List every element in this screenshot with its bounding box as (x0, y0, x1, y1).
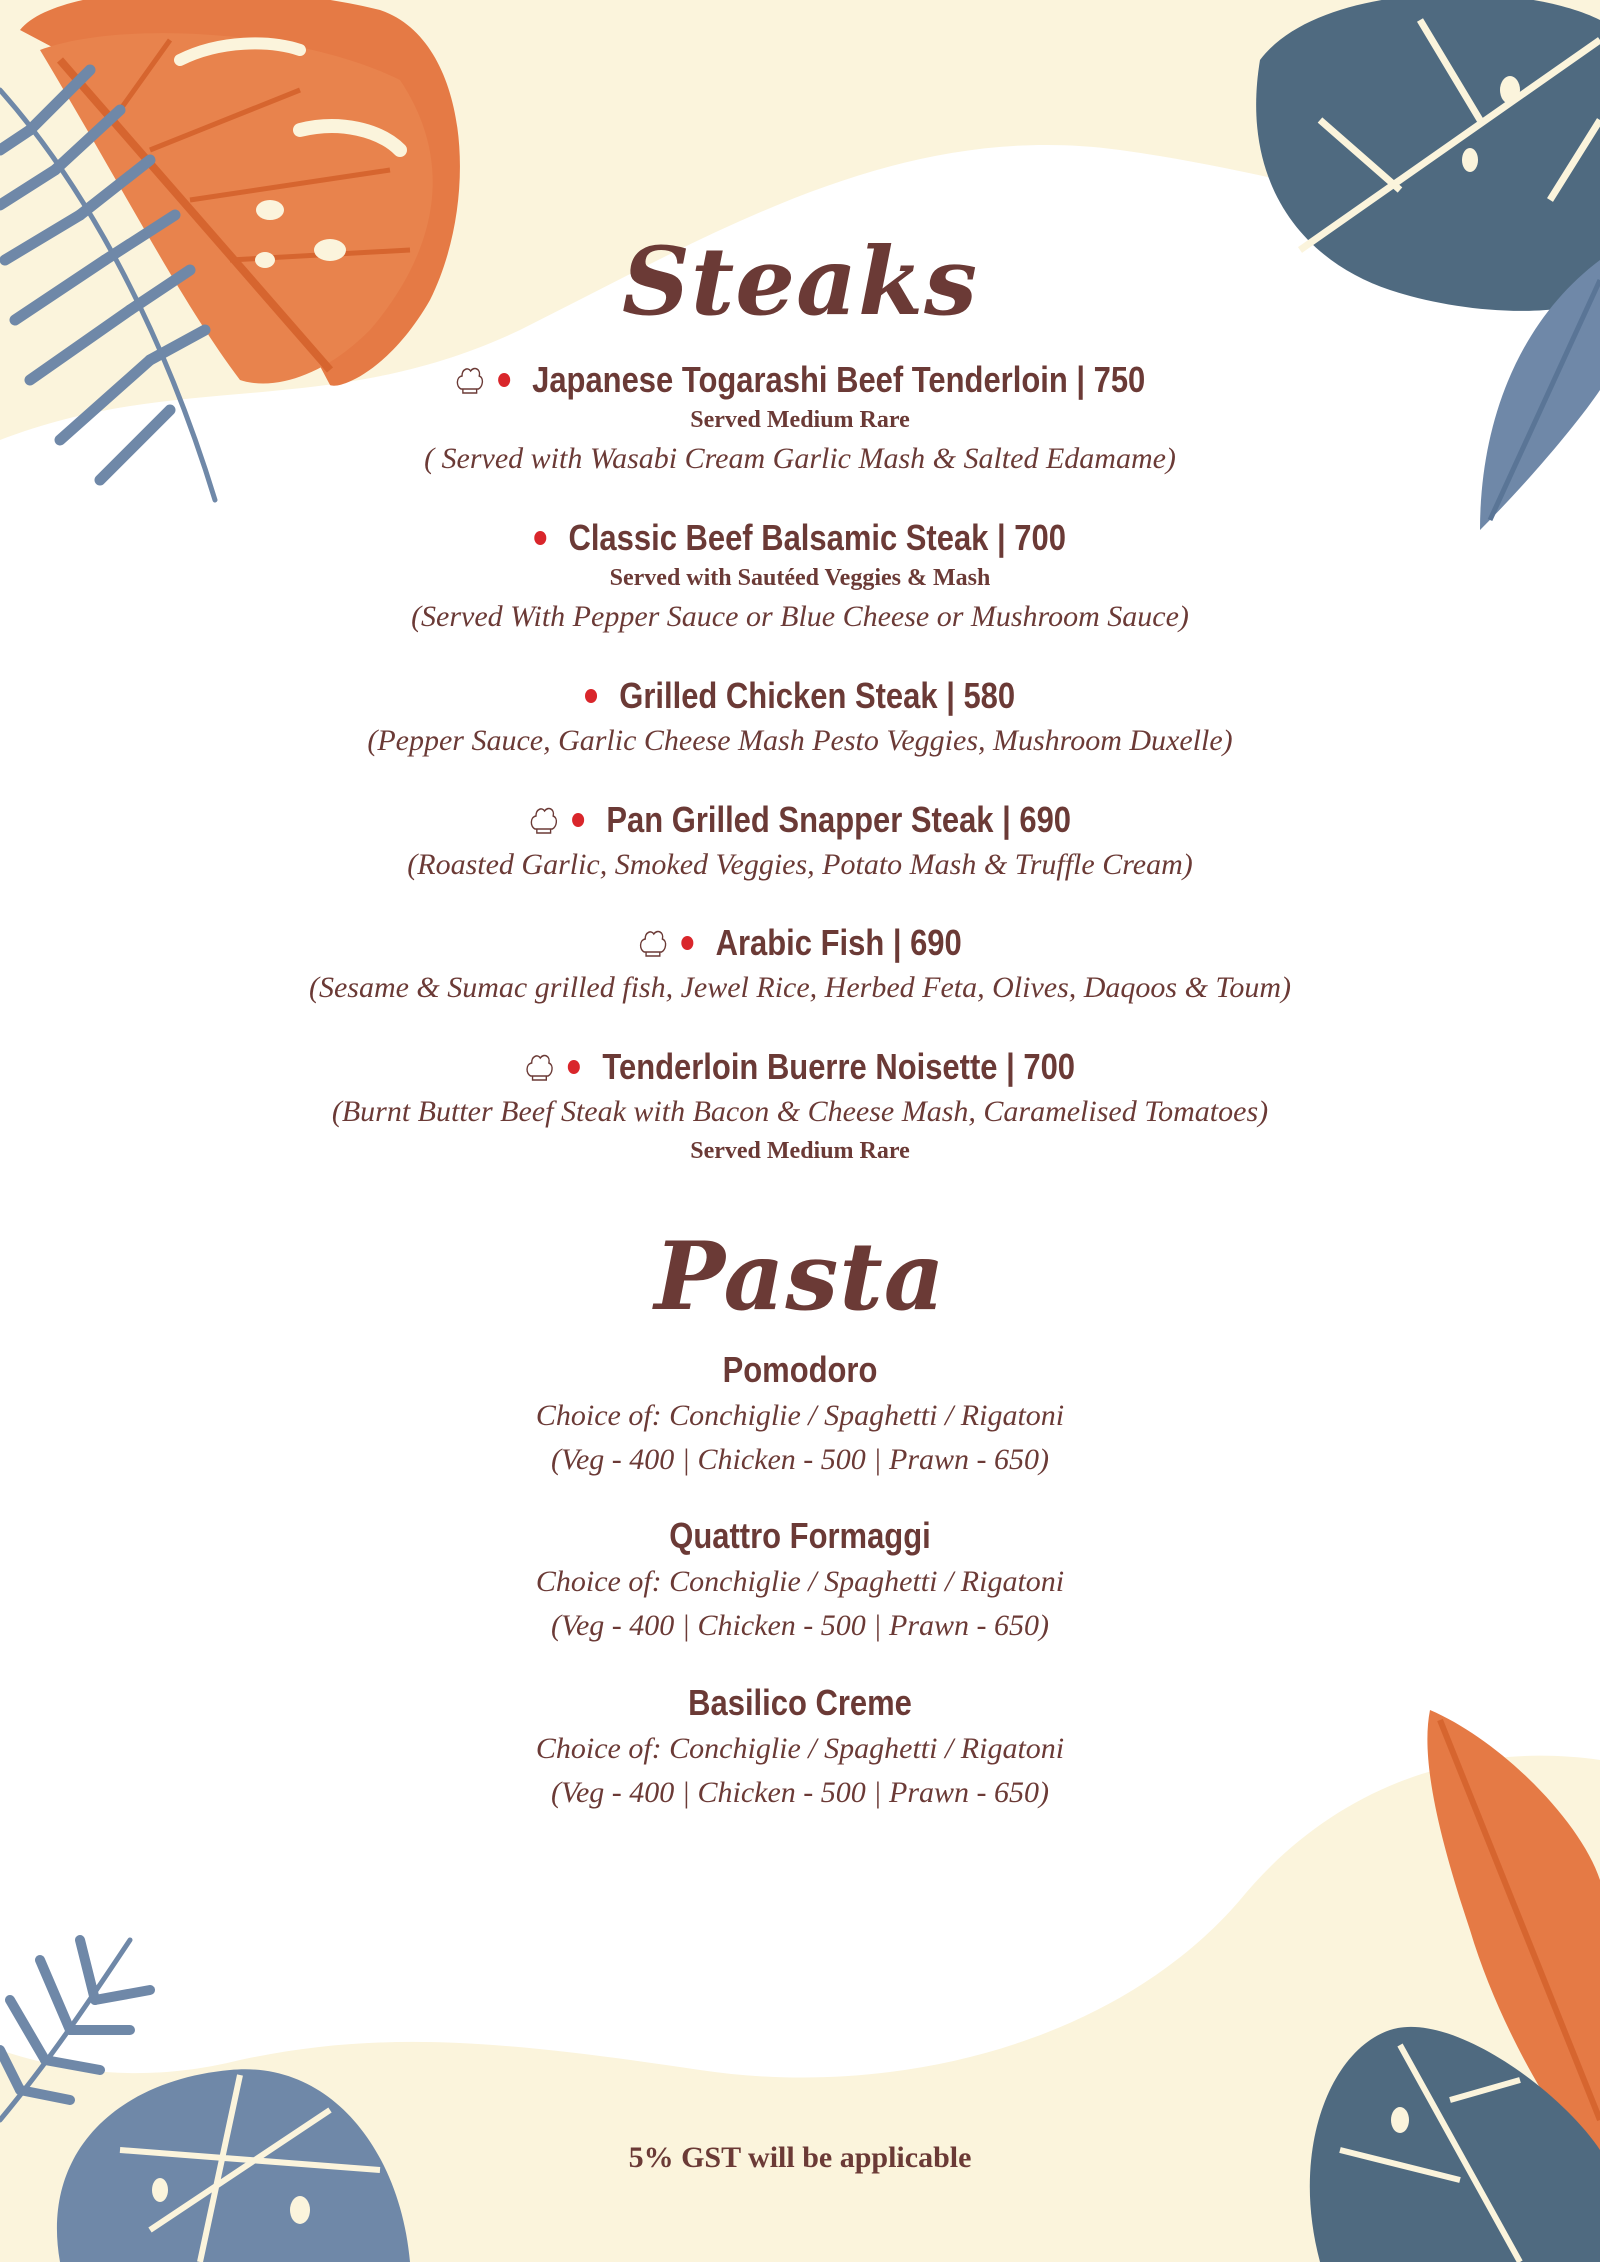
item-name: Classic Beef Balsamic Steak | 700 (568, 517, 1066, 558)
chef-hat-icon (455, 365, 484, 395)
item-note: Served Medium Rare (690, 407, 910, 433)
pasta-title: Pasta (654, 1222, 946, 1332)
item-name: Tenderloin Buerre Noisette | 700 (602, 1046, 1076, 1087)
menu-item (0, 515, 1600, 639)
pasta-item (0, 1512, 1600, 1648)
chef-hat-icon (525, 1052, 554, 1082)
red-dot-icon (572, 813, 584, 827)
red-dot-icon (534, 531, 546, 545)
item-description: (Pepper Sauce, Garlic Cheese Mash Pesto Veggies, Mushroom Duxelle) (367, 724, 1233, 757)
item-price: (Veg - 400 | Chicken - 500 | Prawn - 650) (550, 1609, 1050, 1642)
item-price: (Veg - 400 | Chicken - 500 | Prawn - 650) (550, 1776, 1050, 1809)
item-description: ( Served with Wasabi Cream Garlic Mash & Salted Edamame) (424, 442, 1176, 475)
red-dot-icon (498, 373, 510, 387)
red-dot-icon (681, 936, 693, 950)
item-note: Served Medium Rare (690, 1138, 910, 1164)
steaks-title: Steaks (621, 227, 979, 337)
item-description: (Sesame & Sumac grilled fish, Jewel Rice, Herbed Feta, Olives, Daqoos & Toum) (308, 971, 1292, 1004)
menu-item (0, 673, 1600, 763)
item-description: (Served With Pepper Sauce or Blue Cheese or Mushroom Sauce) (411, 600, 1189, 633)
menu-item (0, 797, 1600, 887)
item-choice: Choice of: Conchiglie / Spaghetti / Rigatoni (535, 1565, 1065, 1598)
item-price: (Veg - 400 | Chicken - 500 | Prawn - 650) (550, 1443, 1050, 1476)
menu-item (0, 1044, 1600, 1168)
item-name: Pan Grilled Snapper Steak | 690 (606, 799, 1072, 840)
item-note: Served with Sautéed Veggies & Mash (609, 565, 991, 591)
pasta-item (0, 1346, 1600, 1482)
item-name: Quattro Formaggi (669, 1515, 931, 1556)
chef-hat-icon (638, 928, 667, 958)
item-description: (Roasted Garlic, Smoked Veggies, Potato Mash & Truffle Cream) (407, 848, 1193, 881)
item-name: Arabic Fish | 690 (715, 922, 962, 963)
red-dot-icon (568, 1060, 580, 1074)
item-description: (Burnt Butter Beef Steak with Bacon & Cheese Mash, Caramelised Tomatoes) (331, 1095, 1269, 1128)
item-choice: Choice of: Conchiglie / Spaghetti / Rigatoni (535, 1399, 1065, 1432)
menu-item (0, 920, 1600, 1010)
gst-note: 5% GST will be applicable (628, 2141, 972, 2174)
item-name: Grilled Chicken Steak | 580 (619, 675, 1016, 716)
menu-item (0, 357, 1600, 481)
item-name: Japanese Togarashi Beef Tenderloin | 750 (532, 359, 1146, 400)
item-name: Pomodoro (722, 1349, 878, 1390)
chef-hat-icon (529, 805, 558, 835)
pasta-item (0, 1679, 1600, 1815)
red-dot-icon (585, 689, 597, 703)
item-choice: Choice of: Conchiglie / Spaghetti / Rigatoni (535, 1732, 1065, 1765)
item-name: Basilico Creme (688, 1682, 912, 1723)
